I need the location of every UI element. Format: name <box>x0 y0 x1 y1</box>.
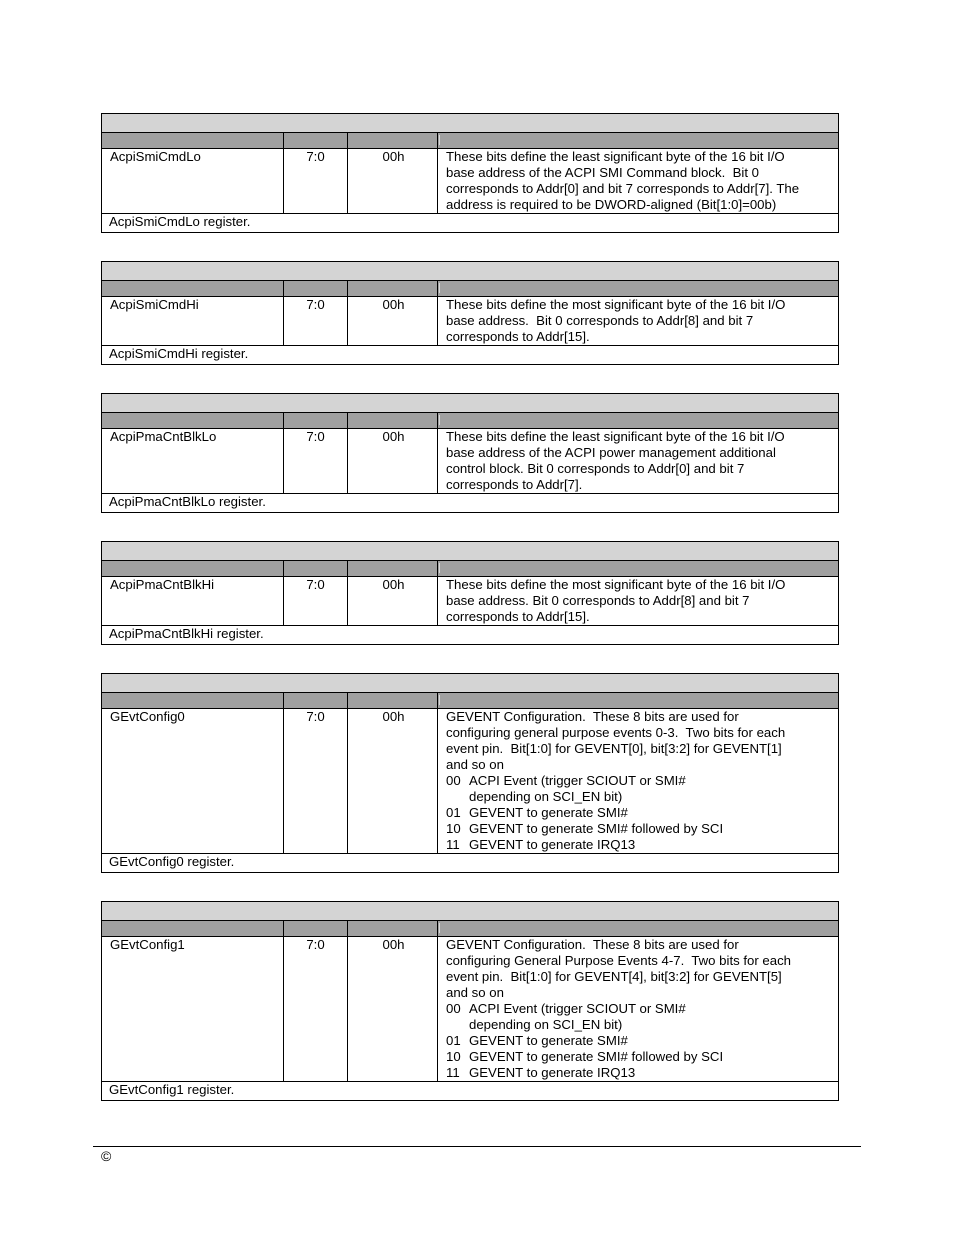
register-title-bar <box>102 674 839 693</box>
description-line: These bits define the least significant byte of the 16 bit I/O <box>446 149 785 164</box>
bits-header-cell <box>284 921 348 937</box>
register-footer-row <box>102 854 839 873</box>
register-footer-row <box>102 346 839 365</box>
field-bits: 7:0 <box>284 577 348 626</box>
bits-header-cell <box>284 281 348 297</box>
description-header-cell <box>438 281 839 297</box>
field-name: GEvtConfig0 <box>102 709 284 854</box>
bits-header-cell <box>284 693 348 709</box>
register-title-cell <box>102 674 839 693</box>
description-line: address is required to be DWORD-aligned (Bit[1:0]=00b) <box>446 197 777 212</box>
field-name: AcpiPmaCntBlkLo <box>102 429 284 494</box>
register-table <box>101 901 839 1101</box>
option-continuation: depending on SCI_EN bit) <box>469 789 623 804</box>
option-text: GEVENT to generate IRQ13 <box>469 1065 636 1080</box>
register-title-bar <box>102 902 839 921</box>
field-default: 00h <box>348 297 438 346</box>
field-default: 00h <box>348 429 438 494</box>
field-name: AcpiSmiCmdLo <box>102 149 284 214</box>
field-header-cell <box>102 281 284 297</box>
register-field-row <box>102 429 839 494</box>
config-option <box>446 837 834 853</box>
config-option <box>446 1065 834 1081</box>
field-description <box>438 297 839 346</box>
register-title-bar <box>102 542 839 561</box>
description-line: base address. Bit 0 corresponds to Addr[8] and bit 7 <box>446 313 754 328</box>
config-option <box>446 821 834 837</box>
column-header-row <box>102 133 839 149</box>
field-default: 00h <box>348 937 438 1082</box>
option-code: 00 <box>446 1001 461 1016</box>
register-field-row <box>102 709 839 854</box>
column-header-row <box>102 921 839 937</box>
register-footer-row <box>102 494 839 513</box>
column-header-row <box>102 561 839 577</box>
description-line: corresponds to Addr[15]. <box>446 329 590 344</box>
field-description <box>438 709 839 854</box>
option-text: GEVENT to generate SMI# followed by SCI <box>469 821 724 836</box>
description-line: base address of the ACPI SMI Command block. Bit 0 <box>446 165 759 180</box>
description-line: corresponds to Addr[15]. <box>446 609 590 624</box>
option-text: GEVENT to generate SMI# followed by SCI <box>469 1049 724 1064</box>
description-line: base address of the ACPI power management additional <box>446 445 776 460</box>
default-header-cell <box>348 281 438 297</box>
config-option <box>446 805 834 821</box>
option-code: 01 <box>446 805 461 820</box>
field-bits: 7:0 <box>284 297 348 346</box>
field-header-cell <box>102 561 284 577</box>
field-name: GEvtConfig1 <box>102 937 284 1082</box>
description-line: corresponds to Addr[7]. <box>446 477 583 492</box>
register-footer-label: GEvtConfig0 register. <box>102 854 839 873</box>
option-continuation: depending on SCI_EN bit) <box>469 1017 623 1032</box>
description-line: These bits define the most significant byte of the 16 bit I/O <box>446 577 786 592</box>
field-header-cell <box>102 693 284 709</box>
register-table <box>101 113 839 233</box>
field-default: 00h <box>348 709 438 854</box>
option-code: 10 <box>446 1049 461 1064</box>
default-header-cell <box>348 133 438 149</box>
column-header-row <box>102 281 839 297</box>
description-line: GEVENT Configuration. These 8 bits are used for <box>446 709 739 724</box>
default-header-cell <box>348 693 438 709</box>
field-description <box>438 149 839 214</box>
description-line: corresponds to Addr[0] and bit 7 corresponds to Addr[7]. The <box>446 181 800 196</box>
option-code: 00 <box>446 773 461 788</box>
field-header-cell <box>102 921 284 937</box>
option-text: GEVENT to generate SMI# <box>469 805 628 820</box>
footer-rule <box>93 1146 861 1147</box>
description-line: event pin. Bit[1:0] for GEVENT[4], bit[3:2] for GEVENT[5] <box>446 969 782 984</box>
register-field-row <box>102 937 839 1082</box>
field-default: 00h <box>348 577 438 626</box>
description-line: These bits define the least significant byte of the 16 bit I/O <box>446 429 785 444</box>
register-footer-row <box>102 214 839 233</box>
config-option <box>446 1001 834 1017</box>
register-title-cell <box>102 542 839 561</box>
register-title-cell <box>102 114 839 133</box>
description-line: GEVENT Configuration. These 8 bits are used for <box>446 937 739 952</box>
option-code: 11 <box>446 1065 460 1080</box>
option-text: GEVENT to generate IRQ13 <box>469 837 636 852</box>
option-text: GEVENT to generate SMI# <box>469 1033 628 1048</box>
description-line: base address. Bit 0 corresponds to Addr[8] and bit 7 <box>446 593 750 608</box>
column-header-row <box>102 413 839 429</box>
field-bits: 7:0 <box>284 429 348 494</box>
register-title-bar <box>102 114 839 133</box>
option-text: ACPI Event (trigger SCIOUT or SMI# <box>469 773 686 788</box>
register-footer-label: AcpiPmaCntBlkHi register. <box>102 626 839 645</box>
register-field-row <box>102 149 839 214</box>
default-header-cell <box>348 413 438 429</box>
copyright-symbol: © <box>101 1148 112 1164</box>
config-option <box>446 1049 834 1065</box>
bits-header-cell <box>284 133 348 149</box>
field-description <box>438 577 839 626</box>
field-bits: 7:0 <box>284 149 348 214</box>
register-title-bar <box>102 262 839 281</box>
option-code: 10 <box>446 821 461 836</box>
register-table <box>101 393 839 513</box>
register-footer-label: AcpiSmiCmdLo register. <box>102 214 839 233</box>
option-text: ACPI Event (trigger SCIOUT or SMI# <box>469 1001 686 1016</box>
register-footer-row <box>102 626 839 645</box>
field-header-cell <box>102 133 284 149</box>
register-footer-label: AcpiSmiCmdHi register. <box>102 346 839 365</box>
register-table <box>101 673 839 873</box>
field-default: 00h <box>348 149 438 214</box>
register-title-cell <box>102 394 839 413</box>
description-header-cell <box>438 693 839 709</box>
register-footer-label: AcpiPmaCntBlkLo register. <box>102 494 839 513</box>
register-table <box>101 541 839 645</box>
register-footer-label: GEvtConfig1 register. <box>102 1082 839 1101</box>
field-header-cell <box>102 413 284 429</box>
register-field-row <box>102 297 839 346</box>
description-line: These bits define the most significant byte of the 16 bit I/O <box>446 297 786 312</box>
field-name: AcpiSmiCmdHi <box>102 297 284 346</box>
bits-header-cell <box>284 413 348 429</box>
field-bits: 7:0 <box>284 709 348 854</box>
field-description <box>438 937 839 1082</box>
register-title-bar <box>102 394 839 413</box>
register-field-row <box>102 577 839 626</box>
description-header-cell <box>438 133 839 149</box>
bits-header-cell <box>284 561 348 577</box>
description-line: configuring general purpose events 0-3. Two bits for each <box>446 725 786 740</box>
register-table <box>101 261 839 365</box>
description-line: event pin. Bit[1:0] for GEVENT[0], bit[3:2] for GEVENT[1] <box>446 741 782 756</box>
register-footer-row <box>102 1082 839 1101</box>
description-line: and so on <box>446 985 504 1000</box>
option-code: 01 <box>446 1033 461 1048</box>
description-header-cell <box>438 921 839 937</box>
config-option <box>446 773 834 789</box>
description-header-cell <box>438 413 839 429</box>
description-header-cell <box>438 561 839 577</box>
option-code: 11 <box>446 837 460 852</box>
default-header-cell <box>348 921 438 937</box>
field-description <box>438 429 839 494</box>
description-line: configuring General Purpose Events 4-7. Two bits for each <box>446 953 792 968</box>
config-option <box>446 1033 834 1049</box>
field-bits: 7:0 <box>284 937 348 1082</box>
field-name: AcpiPmaCntBlkHi <box>102 577 284 626</box>
description-line: and so on <box>446 757 504 772</box>
register-title-cell <box>102 262 839 281</box>
description-line: control block. Bit 0 corresponds to Addr[0] and bit 7 <box>446 461 745 476</box>
register-title-cell <box>102 902 839 921</box>
default-header-cell <box>348 561 438 577</box>
column-header-row <box>102 693 839 709</box>
